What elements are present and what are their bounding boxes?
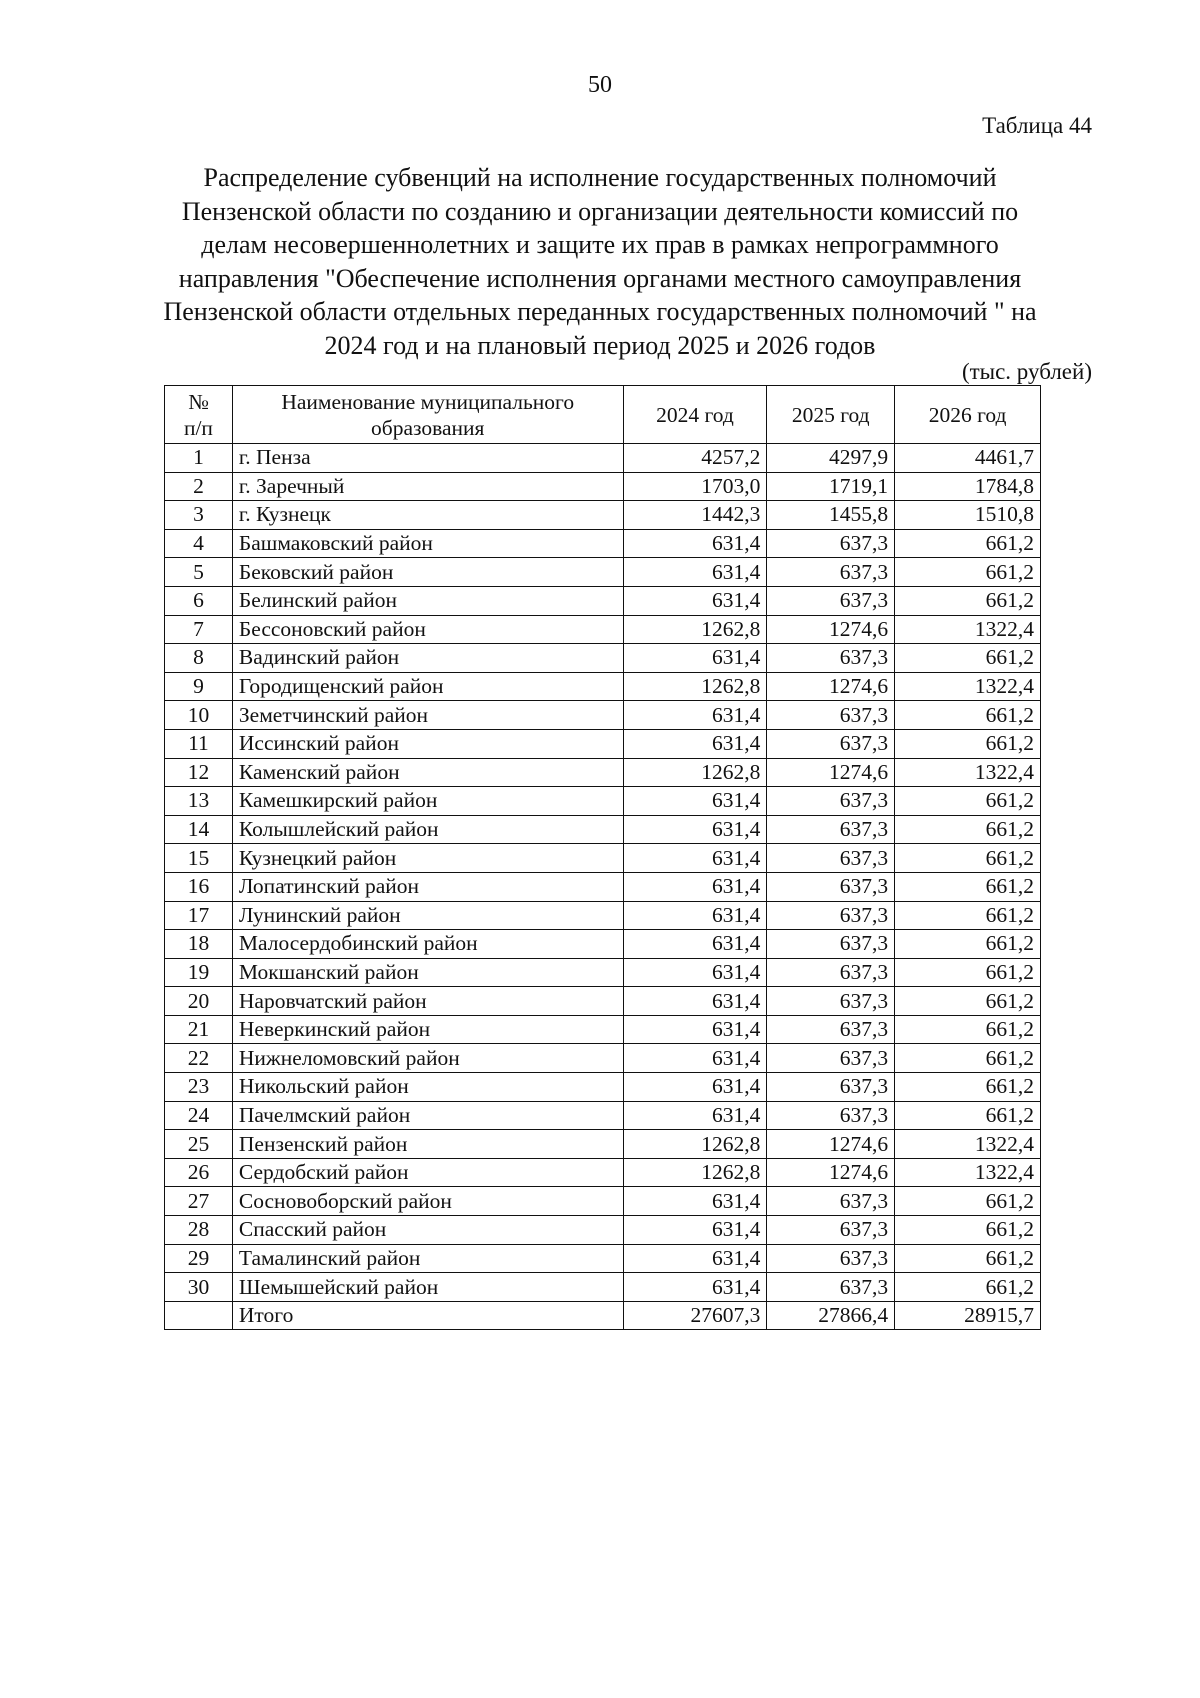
- value-2024: 1442,3: [623, 501, 767, 530]
- value-2024: 631,4: [623, 1216, 767, 1245]
- value-2026: 661,2: [895, 844, 1041, 873]
- row-number: 12: [165, 758, 233, 787]
- value-2026: 661,2: [895, 729, 1041, 758]
- value-2024: 631,4: [623, 901, 767, 930]
- table-row: [165, 901, 1041, 930]
- value-2026: 661,2: [895, 701, 1041, 730]
- value-2024: 27607,3: [623, 1301, 767, 1330]
- value-2025: 637,3: [767, 644, 895, 673]
- value-2026: 661,2: [895, 586, 1041, 615]
- municipality-name: Башмаковский район: [232, 529, 623, 558]
- table-row: [165, 1273, 1041, 1302]
- municipality-name: г. Заречный: [232, 472, 623, 501]
- value-2025: 637,3: [767, 958, 895, 987]
- value-2025: 637,3: [767, 1073, 895, 1102]
- value-2025: 637,3: [767, 558, 895, 587]
- value-2025: 637,3: [767, 1244, 895, 1273]
- value-2026: 661,2: [895, 930, 1041, 959]
- value-2024: 631,4: [623, 1244, 767, 1273]
- row-number: 25: [165, 1130, 233, 1159]
- municipality-name: Бессоновский район: [232, 615, 623, 644]
- value-2024: 631,4: [623, 1015, 767, 1044]
- value-2025: 637,3: [767, 701, 895, 730]
- value-2025: 637,3: [767, 844, 895, 873]
- value-2025: 1719,1: [767, 472, 895, 501]
- municipality-name: Кузнецкий район: [232, 844, 623, 873]
- value-2024: 631,4: [623, 1101, 767, 1130]
- value-2024: 631,4: [623, 529, 767, 558]
- table-header-row: [165, 386, 1041, 444]
- row-number: 17: [165, 901, 233, 930]
- row-number: 2: [165, 472, 233, 501]
- value-2025: 637,3: [767, 729, 895, 758]
- value-2026: 661,2: [895, 1101, 1041, 1130]
- municipality-name: Лопатинский район: [232, 872, 623, 901]
- value-2026: 661,2: [895, 1273, 1041, 1302]
- table-row: [165, 1244, 1041, 1273]
- municipality-name: Неверкинский район: [232, 1015, 623, 1044]
- table-row: [165, 1101, 1041, 1130]
- units-label: (тыс. рублей): [961, 359, 1092, 384]
- row-number: 7: [165, 615, 233, 644]
- value-2024: 1262,8: [623, 1158, 767, 1187]
- table-row: [165, 930, 1041, 959]
- value-2024: 631,4: [623, 958, 767, 987]
- value-2025: 637,3: [767, 872, 895, 901]
- value-2026: 661,2: [895, 901, 1041, 930]
- table-row: [165, 958, 1041, 987]
- value-2026: 1322,4: [895, 615, 1041, 644]
- municipality-name: Наровчатский район: [232, 987, 623, 1016]
- row-number: 14: [165, 815, 233, 844]
- value-2024: 631,4: [623, 1187, 767, 1216]
- table-row: [165, 615, 1041, 644]
- municipality-name: Лунинский район: [232, 901, 623, 930]
- table-total-row: [165, 1301, 1041, 1330]
- value-2026: 661,2: [895, 1044, 1041, 1073]
- value-2025: 637,3: [767, 787, 895, 816]
- value-2026: 661,2: [895, 558, 1041, 587]
- value-2025: 637,3: [767, 815, 895, 844]
- value-2025: 637,3: [767, 1273, 895, 1302]
- value-2025: 1274,6: [767, 1158, 895, 1187]
- municipality-name: Никольский район: [232, 1073, 623, 1102]
- subvention-table: [164, 385, 1041, 1330]
- table-row: [165, 815, 1041, 844]
- value-2026: 1784,8: [895, 472, 1041, 501]
- table-row: [165, 729, 1041, 758]
- value-2025: 637,3: [767, 586, 895, 615]
- value-2026: 661,2: [895, 644, 1041, 673]
- value-2025: 1274,6: [767, 615, 895, 644]
- value-2024: 631,4: [623, 701, 767, 730]
- municipality-name: Малосердобинский район: [232, 930, 623, 959]
- table-row: [165, 1158, 1041, 1187]
- municipality-name: Земетчинский район: [232, 701, 623, 730]
- value-2025: 637,3: [767, 901, 895, 930]
- value-2024: 631,4: [623, 1273, 767, 1302]
- municipality-name: Иссинский район: [232, 729, 623, 758]
- municipality-name: Белинский район: [232, 586, 623, 615]
- table-row: [165, 672, 1041, 701]
- municipality-name: Мокшанский район: [232, 958, 623, 987]
- row-number: 19: [165, 958, 233, 987]
- municipality-name: Городищенский район: [232, 672, 623, 701]
- header-number: № п/п: [165, 386, 233, 444]
- value-2026: 661,2: [895, 1015, 1041, 1044]
- table-row: [165, 1073, 1041, 1102]
- value-2025: 637,3: [767, 1044, 895, 1073]
- table-row: [165, 701, 1041, 730]
- value-2025: 637,3: [767, 1187, 895, 1216]
- value-2024: 631,4: [623, 815, 767, 844]
- municipality-name: Итого: [232, 1301, 623, 1330]
- table-row: [165, 1130, 1041, 1159]
- table-row: [165, 787, 1041, 816]
- value-2025: 1274,6: [767, 758, 895, 787]
- row-number: 26: [165, 1158, 233, 1187]
- value-2026: 1322,4: [895, 672, 1041, 701]
- municipality-name: г. Кузнецк: [232, 501, 623, 530]
- table-row: [165, 558, 1041, 587]
- value-2024: 631,4: [623, 787, 767, 816]
- value-2024: 631,4: [623, 729, 767, 758]
- value-2024: 631,4: [623, 586, 767, 615]
- row-number: 28: [165, 1216, 233, 1245]
- value-2025: 1455,8: [767, 501, 895, 530]
- table-row: [165, 501, 1041, 530]
- municipality-name: г. Пенза: [232, 444, 623, 473]
- title-line: направления "Обеспечение исполнения органами местного самоуправления: [178, 263, 1022, 293]
- row-number: 11: [165, 729, 233, 758]
- value-2025: 637,3: [767, 1015, 895, 1044]
- page-number: 50: [588, 72, 612, 98]
- value-2024: 1262,8: [623, 672, 767, 701]
- table-row: [165, 1015, 1041, 1044]
- value-2026: 661,2: [895, 787, 1041, 816]
- value-2026: 661,2: [895, 815, 1041, 844]
- row-number: 13: [165, 787, 233, 816]
- table-row: [165, 872, 1041, 901]
- row-number: 1: [165, 444, 233, 473]
- header-year-2024: 2024 год: [623, 386, 767, 444]
- row-number: 16: [165, 872, 233, 901]
- value-2024: 631,4: [623, 987, 767, 1016]
- row-number: 27: [165, 1187, 233, 1216]
- header-municipality: Наименование муниципального образования: [232, 386, 623, 444]
- municipality-name: Каменский район: [232, 758, 623, 787]
- value-2026: 1510,8: [895, 501, 1041, 530]
- row-number: 8: [165, 644, 233, 673]
- value-2024: 631,4: [623, 558, 767, 587]
- title-line: 2024 год и на плановый период 2025 и 2026 годов: [324, 330, 876, 360]
- row-number: 21: [165, 1015, 233, 1044]
- row-number: 24: [165, 1101, 233, 1130]
- value-2025: 4297,9: [767, 444, 895, 473]
- row-number: 18: [165, 930, 233, 959]
- value-2024: 1262,8: [623, 1130, 767, 1159]
- table-row: [165, 644, 1041, 673]
- value-2025: 637,3: [767, 1101, 895, 1130]
- value-2024: 631,4: [623, 1073, 767, 1102]
- value-2026: 661,2: [895, 1216, 1041, 1245]
- value-2026: 1322,4: [895, 1158, 1041, 1187]
- value-2025: 1274,6: [767, 672, 895, 701]
- value-2025: 637,3: [767, 987, 895, 1016]
- value-2026: 28915,7: [895, 1301, 1041, 1330]
- value-2026: 661,2: [895, 958, 1041, 987]
- table-row: [165, 444, 1041, 473]
- row-number: 4: [165, 529, 233, 558]
- municipality-name: Бековский район: [232, 558, 623, 587]
- table-row: [165, 844, 1041, 873]
- value-2024: 1703,0: [623, 472, 767, 501]
- municipality-name: Сосновоборский район: [232, 1187, 623, 1216]
- row-number: [165, 1301, 233, 1330]
- municipality-name: Пачелмский район: [232, 1101, 623, 1130]
- municipality-name: Колышлейский район: [232, 815, 623, 844]
- value-2025: 1274,6: [767, 1130, 895, 1159]
- table-row: [165, 1216, 1041, 1245]
- value-2026: 661,2: [895, 529, 1041, 558]
- value-2025: 637,3: [767, 930, 895, 959]
- row-number: 5: [165, 558, 233, 587]
- table-row: [165, 758, 1041, 787]
- value-2026: 4461,7: [895, 444, 1041, 473]
- row-number: 30: [165, 1273, 233, 1302]
- table-row: [165, 586, 1041, 615]
- value-2024: 631,4: [623, 644, 767, 673]
- municipality-name: Спасский район: [232, 1216, 623, 1245]
- table-row: [165, 1187, 1041, 1216]
- value-2026: 661,2: [895, 1244, 1041, 1273]
- value-2025: 637,3: [767, 1216, 895, 1245]
- value-2026: 1322,4: [895, 758, 1041, 787]
- row-number: 20: [165, 987, 233, 1016]
- municipality-name: Шемышейский район: [232, 1273, 623, 1302]
- header-year-2026: 2026 год: [895, 386, 1041, 444]
- value-2024: 631,4: [623, 872, 767, 901]
- table-row: [165, 472, 1041, 501]
- row-number: 15: [165, 844, 233, 873]
- table-body: [165, 444, 1041, 1330]
- row-number: 6: [165, 586, 233, 615]
- row-number: 9: [165, 672, 233, 701]
- value-2024: 1262,8: [623, 615, 767, 644]
- value-2024: 631,4: [623, 844, 767, 873]
- value-2024: 1262,8: [623, 758, 767, 787]
- table-row: [165, 1044, 1041, 1073]
- value-2026: 1322,4: [895, 1130, 1041, 1159]
- table-label: Таблица 44: [982, 113, 1092, 138]
- document-title: [110, 161, 1090, 362]
- value-2026: 661,2: [895, 987, 1041, 1016]
- title-line: Распределение субвенций на исполнение государственных полномочий: [203, 163, 997, 192]
- value-2024: 4257,2: [623, 444, 767, 473]
- value-2026: 661,2: [895, 872, 1041, 901]
- value-2025: 27866,4: [767, 1301, 895, 1330]
- value-2026: 661,2: [895, 1187, 1041, 1216]
- title-line: делам несовершеннолетних и защите их прав в рамках непрограммного: [201, 230, 999, 259]
- value-2024: 631,4: [623, 930, 767, 959]
- value-2024: 631,4: [623, 1044, 767, 1073]
- header-year-2025: 2025 год: [767, 386, 895, 444]
- row-number: 23: [165, 1073, 233, 1102]
- municipality-name: Нижнеломовский район: [232, 1044, 623, 1073]
- row-number: 29: [165, 1244, 233, 1273]
- value-2026: 661,2: [895, 1073, 1041, 1102]
- municipality-name: Камешкирский район: [232, 787, 623, 816]
- municipality-name: Сердобский район: [232, 1158, 623, 1187]
- row-number: 10: [165, 701, 233, 730]
- row-number: 22: [165, 1044, 233, 1073]
- table-row: [165, 529, 1041, 558]
- title-line: Пензенской области по созданию и организации деятельности комиссий по: [181, 196, 1019, 226]
- table-row: [165, 987, 1041, 1016]
- value-2025: 637,3: [767, 529, 895, 558]
- municipality-name: Вадинский район: [232, 644, 623, 673]
- municipality-name: Пензенский район: [232, 1130, 623, 1159]
- row-number: 3: [165, 501, 233, 530]
- title-line: Пензенской области отдельных переданных государственных полномочий " на: [163, 297, 1037, 326]
- municipality-name: Тамалинский район: [232, 1244, 623, 1273]
